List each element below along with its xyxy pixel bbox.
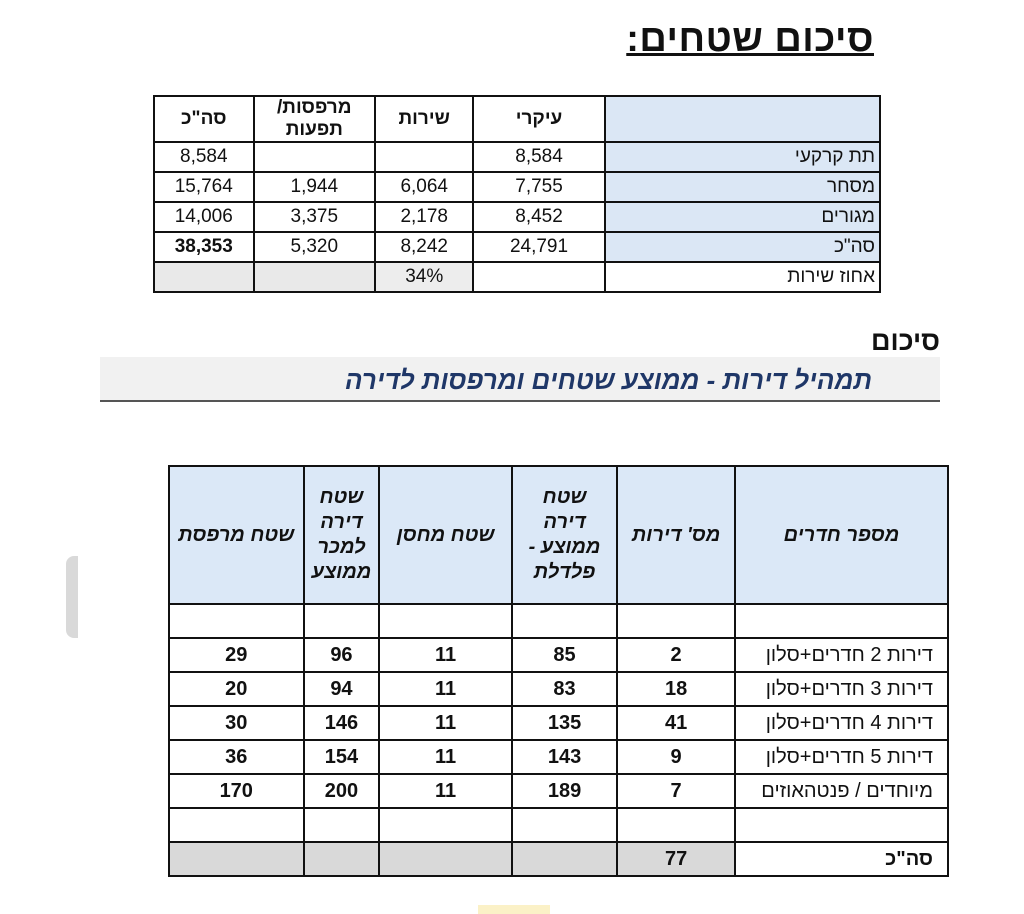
header-cell-main: עיקרי [473,96,604,142]
header-line: דירה [320,511,363,533]
cell-rooms: דירות 4 חדרים+סלון [735,706,948,740]
cell-units: 9 [617,740,734,774]
table-row [169,706,948,740]
cell-area: 85 [512,638,618,672]
cell-balcony: 29 [169,638,304,672]
header-line: ממוצע [311,561,372,583]
cell-area: 143 [512,740,618,774]
cell-balcony: 20 [169,672,304,706]
header-cell-total: סה"כ [154,96,254,142]
header-line: דירה [543,511,586,533]
cell-storage: 11 [379,774,511,808]
header-cell-balconies: מרפסות/ תפעות [254,96,375,142]
cell-total: 14,006 [154,202,254,232]
cell-storage: 11 [379,672,511,706]
cell-empty [473,262,604,292]
cell-rooms: דירות 5 חדרים+סלון [735,740,948,774]
cell-empty [154,262,254,292]
header-units: מס' דירות [617,466,734,604]
cell-sale: 146 [304,706,380,740]
table-row-total [169,842,948,876]
section-banner [100,357,940,402]
cell-balconies [254,142,375,172]
cell-storage: 11 [379,740,511,774]
cell-balcony: 36 [169,740,304,774]
table-row [169,672,948,706]
cell-sale: 94 [304,672,380,706]
cell-empty [304,842,380,876]
header-line: שטח [542,486,587,508]
cell-empty [254,262,375,292]
cell-total-units: 77 [617,842,734,876]
cell-total: 8,584 [154,142,254,172]
row-label: אחוז שירות [605,262,880,292]
cell-storage: 11 [379,706,511,740]
header-line: פלדלת [533,561,596,583]
header-balcony: שטח מרפסת [169,466,304,604]
table-row [169,638,948,672]
cell-empty [379,808,511,842]
cell-area: 83 [512,672,618,706]
cell-empty [735,604,948,638]
table-row-empty [169,604,948,638]
apartment-mix-table [168,465,949,877]
cell-units: 18 [617,672,734,706]
cell-rooms: דירות 3 חדרים+סלון [735,672,948,706]
cell-empty [512,842,618,876]
cell-empty [617,808,734,842]
table-header-row [169,466,948,604]
cell-main: 8,584 [473,142,604,172]
table-row-total [154,232,880,262]
row-label: סה"כ [605,232,880,262]
header-storage: שטח מחסן [379,466,511,604]
cell-empty [379,842,511,876]
row-label: תת קרקעי [605,142,880,172]
table-row [169,740,948,774]
scan-mark [478,905,550,914]
cell-main: 24,791 [473,232,604,262]
cell-units: 2 [617,638,734,672]
cell-units: 7 [617,774,734,808]
cell-total-label: סה"כ [735,842,948,876]
header-sale-area [304,466,380,604]
cell-empty [169,604,304,638]
cell-empty [512,604,618,638]
cell-service [375,142,473,172]
cell-empty [169,808,304,842]
cell-total: 15,764 [154,172,254,202]
cell-balconies: 5,320 [254,232,375,262]
area-summary-table [153,95,881,293]
cell-empty [735,808,948,842]
cell-balcony: 170 [169,774,304,808]
page-title: סיכום שטחים: [626,18,874,60]
banner-title: תמהיל דירות - ממוצע שטחים ומרפסות לדירה [344,365,872,395]
header-line: למכר [317,536,366,558]
cell-main: 7,755 [473,172,604,202]
header-line: שטח [319,486,364,508]
cell-main: 8,452 [473,202,604,232]
table-row-empty [169,808,948,842]
table-header-row [154,96,880,142]
cell-empty [304,808,380,842]
cell-balconies: 1,944 [254,172,375,202]
cell-service: 2,178 [375,202,473,232]
cell-empty [169,842,304,876]
section-label: סיכום [871,326,940,356]
cell-units: 41 [617,706,734,740]
table-row-service-pct [154,262,880,292]
table-row [154,172,880,202]
table-row [154,202,880,232]
cell-empty [617,604,734,638]
cell-balconies: 3,375 [254,202,375,232]
cell-area: 189 [512,774,618,808]
cell-service: 8,242 [375,232,473,262]
cell-empty [379,604,511,638]
row-label: מגורים [605,202,880,232]
header-line: ממוצע - [528,536,601,558]
header-rooms: מספר חדרים [735,466,948,604]
cell-sale: 154 [304,740,380,774]
cell-rooms: מיוחדים / פנטהאוזים [735,774,948,808]
cell-area: 135 [512,706,618,740]
cell-service-pct: 34% [375,262,473,292]
header-cell [605,96,880,142]
cell-sale: 96 [304,638,380,672]
cell-empty [512,808,618,842]
cell-empty [304,604,380,638]
row-label: מסחר [605,172,880,202]
header-avg-area [512,466,618,604]
table-row [169,774,948,808]
cell-storage: 11 [379,638,511,672]
header-cell-service: שירות [375,96,473,142]
cell-service: 6,064 [375,172,473,202]
scan-edge-mark [66,556,78,638]
cell-rooms: דירות 2 חדרים+סלון [735,638,948,672]
table-row [154,142,880,172]
cell-sale: 200 [304,774,380,808]
cell-grand-total: 38,353 [154,232,254,262]
cell-balcony: 30 [169,706,304,740]
